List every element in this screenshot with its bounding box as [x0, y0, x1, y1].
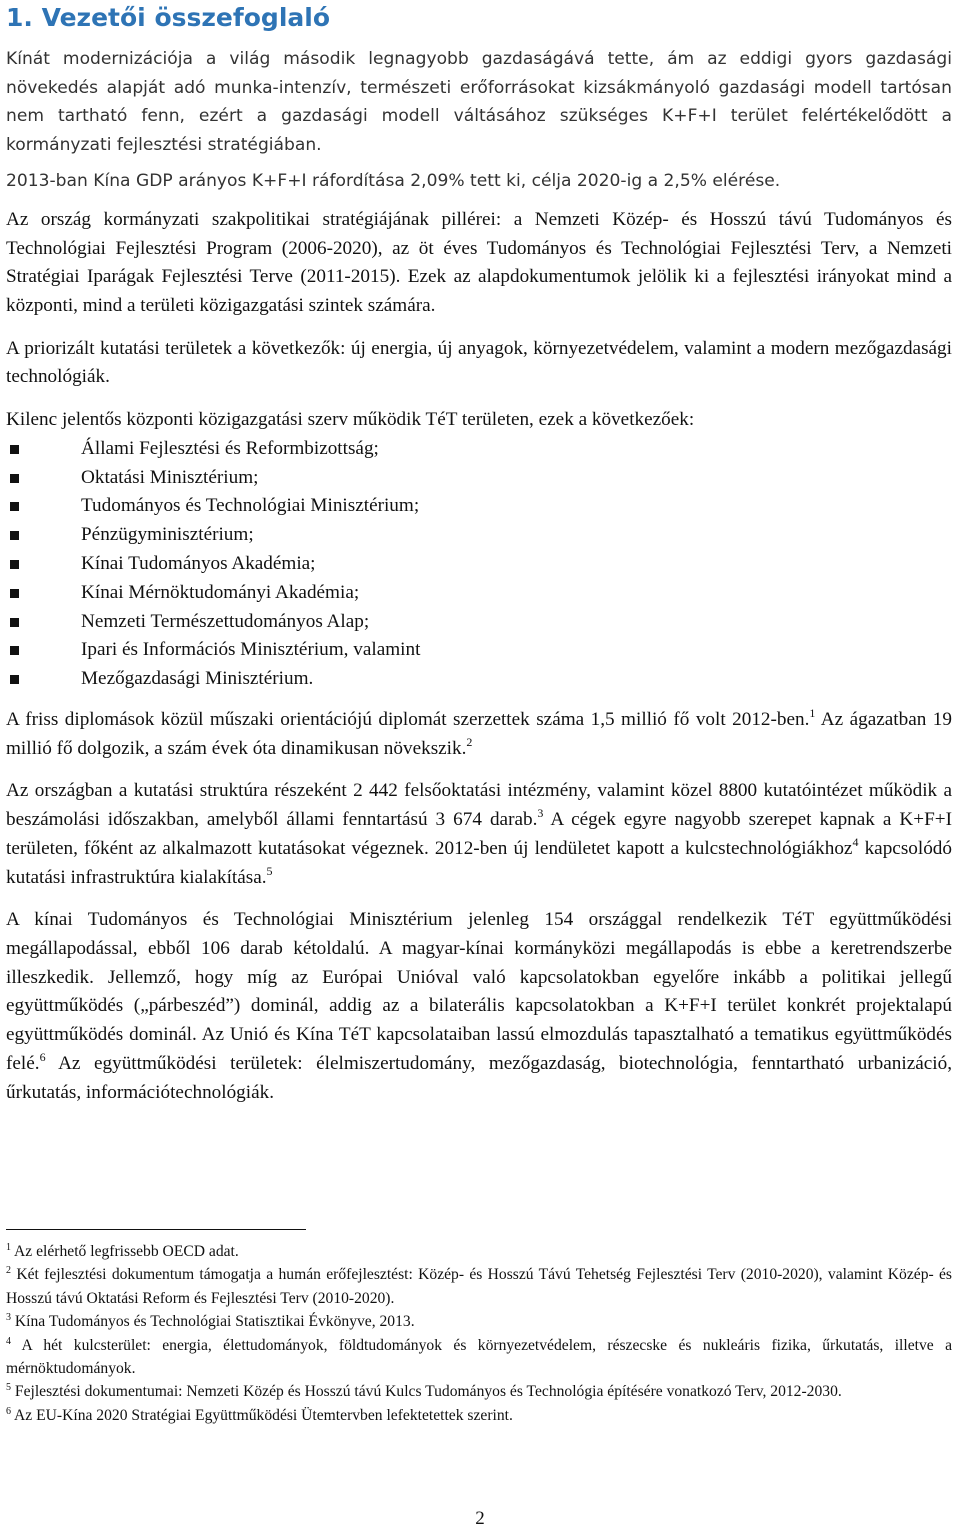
agency-list — [6, 435, 952, 694]
section-heading: 1. Vezetői összefoglaló — [6, 3, 331, 32]
list-item: Pénzügyminisztérium; — [9, 521, 952, 550]
list-item: Tudományos és Technológiai Minisztérium; — [9, 492, 952, 521]
list-item: Nemzeti Természettudományos Alap; — [9, 608, 952, 637]
list-item: Kínai Mérnöktudományi Akadémia; — [9, 579, 952, 608]
footnote-ref[interactable]: 3 — [537, 806, 544, 821]
footnote-ref[interactable]: 1 — [809, 706, 816, 721]
footnote: $^2$ Két fejlesztési dokumentum támogatja a humán erőfejlesztést: Közép- és Hosszú Távú Tehetség Fejlesztési Terv (2010-2020), valamint Közép- és Hosszú távú Oktatási Reform és Fejlesztési Terv (2010-2020). — [6, 1265, 952, 1307]
square-bullet-icon — [10, 445, 19, 454]
paragraph-research-structure: Az országban a kutatási struktúra részeként 2 442 felsőoktatási intézmény, valamint közel 8800 kutatóintézet működik a beszámolási időszakban, amelyből állami fenntartású 3 674 darab.$^3$ A cégek egyre nagyobb szerepet kapnak a K+F+I területen, főként az alkalmazott kutatásokat végeznek. 2012-ben új lendületet kapott a kulcstechnológiákhoz$^4$ kapcsolódó kutatási infrastruktúra kialakítása.$^5$ — [6, 780, 952, 888]
square-bullet-icon — [10, 675, 19, 684]
square-bullet-icon — [10, 646, 19, 655]
footnote-ref[interactable]: 5 — [266, 863, 273, 878]
list-item: Mezőgazdasági Minisztérium. — [9, 665, 952, 694]
footnote: $^5$ Fejlesztési dokumentumai: Nemzeti Közép és Hosszú távú Kulcs Tudományos és Technológia építésére vonatkozó Terv, 2012-2030. — [6, 1382, 842, 1401]
page-number: 2 — [475, 1508, 485, 1529]
square-bullet-icon — [10, 560, 19, 569]
square-bullet-icon — [10, 531, 19, 540]
paragraph-cooperation: A kínai Tudományos és Technológiai Minisztérium jelenleg 154 országgal rendelkezik TéT együttműködési megállapodással, ebből 106 darab kétoldalú. A magyar-kínai kormányközi megállapodás is ebbe a keretrendszerbe illeszkedik. Jellemző, hogy míg az Európai Unióval való kapcsolatokban egyelőre inkább a politikai jellegű együttműködés („párbeszéd”) dominál, addig az a bilaterális kapcsolatokban a K+F+I terület konkrét projektalapú együttműködés dominál. Az Unió és Kína TéT kapcsolataiban lassú elmozdulás tapasztalható a tematikus együttműködés felé.$^6$ Az együttműködési területek: élelmiszertudomány, mezőgazdaság, biotechnológia, fenntartható urbanizáció, űrkutatás, információtechnológiák. — [6, 909, 952, 1103]
paragraph-gdp: 2013-ban Kína GDP arányos K+F+I ráfordítása 2,09% tett ki, célja 2020-ig a 2,5% elérése. — [6, 171, 781, 192]
list-item: Ipari és Információs Minisztérium, valamint — [9, 636, 952, 665]
footnote-ref[interactable]: 4 — [852, 834, 859, 849]
footnote: $^4$ A hét kulcsterület: energia, élettudományok, földtudományok és környezetvédelem, részecske és nukleáris fizika, űrkutatás, illetve a mérnöktudományok. — [6, 1335, 952, 1378]
paragraph-graduates: A friss diplomások közül műszaki orientációjú diplomát szerzettek száma 1,5 millió fő volt 2012-ben.$^1$ Az ágazatban 19 millió fő dolgozik, a szám évek óta dinamikusan növekszik.$^2$ — [6, 706, 952, 759]
square-bullet-icon — [10, 474, 19, 483]
paragraph-intro: Kínát modernizációja a világ második legnagyobb gazdaságává tette, ám az eddigi gyors gazdasági növekedés alapját adó munka-intenzív, természeti erőforrásokat kizsákmányoló gazdasági modell tartósan nem tartható fenn, ezért a gazdasági modell váltásához szükséges K+F+I terület felértékelődött a kormányzati fejlesztési stratégiában. — [6, 49, 952, 155]
document-page — [6, 0, 952, 1107]
footnotes — [6, 1240, 952, 1427]
square-bullet-icon — [10, 589, 19, 598]
footnote: $^6$ Az EU-Kína 2020 Stratégiai Együttműködési Ütemtervben lefektetettek szerint. — [6, 1405, 513, 1424]
paragraph-strategy: Az ország kormányzati szakpolitikai stratégiájának pillérei: a Nemzeti Közép- és Hosszú távú Tudományos és Technológiai Fejlesztési Program (2006-2020), az öt éves Tudományos és Technológiai Fejlesztési Terv, a Nemzeti Stratégiai Iparágak Fejlesztési Terve (2011-2015). Ezek az alapdokumentumok jelölik ki a fejlesztési irányokat mind a központi, mind a területi közigazgatási szintek számára. — [6, 208, 952, 317]
square-bullet-icon — [10, 618, 19, 627]
footnote: $^1$ Az elérhető legfrissebb OECD adat. — [6, 1242, 239, 1260]
list-item: Oktatási Minisztérium; — [9, 464, 952, 493]
list-item: Állami Fejlesztési és Reformbizottság; — [9, 435, 952, 464]
paragraph-agencies-intro: Kilenc jelentős központi közigazgatási szerv működik TéT területen, ezek a következőek: — [6, 409, 695, 431]
footnote-separator — [6, 1229, 306, 1230]
footnote: $^3$ Kína Tudományos és Technológiai Statisztikai Évkönyve, 2013. — [6, 1312, 415, 1331]
list-item: Kínai Tudományos Akadémia; — [9, 550, 952, 579]
footnote-ref[interactable]: 6 — [39, 1049, 46, 1064]
paragraph-priorities: A priorizált kutatási területek a következők: új energia, új anyagok, környezetvédelem, valamint a modern mezőgazdasági technológiák. — [6, 337, 952, 388]
square-bullet-icon — [10, 502, 19, 511]
footnote-ref[interactable]: 2 — [466, 734, 473, 749]
